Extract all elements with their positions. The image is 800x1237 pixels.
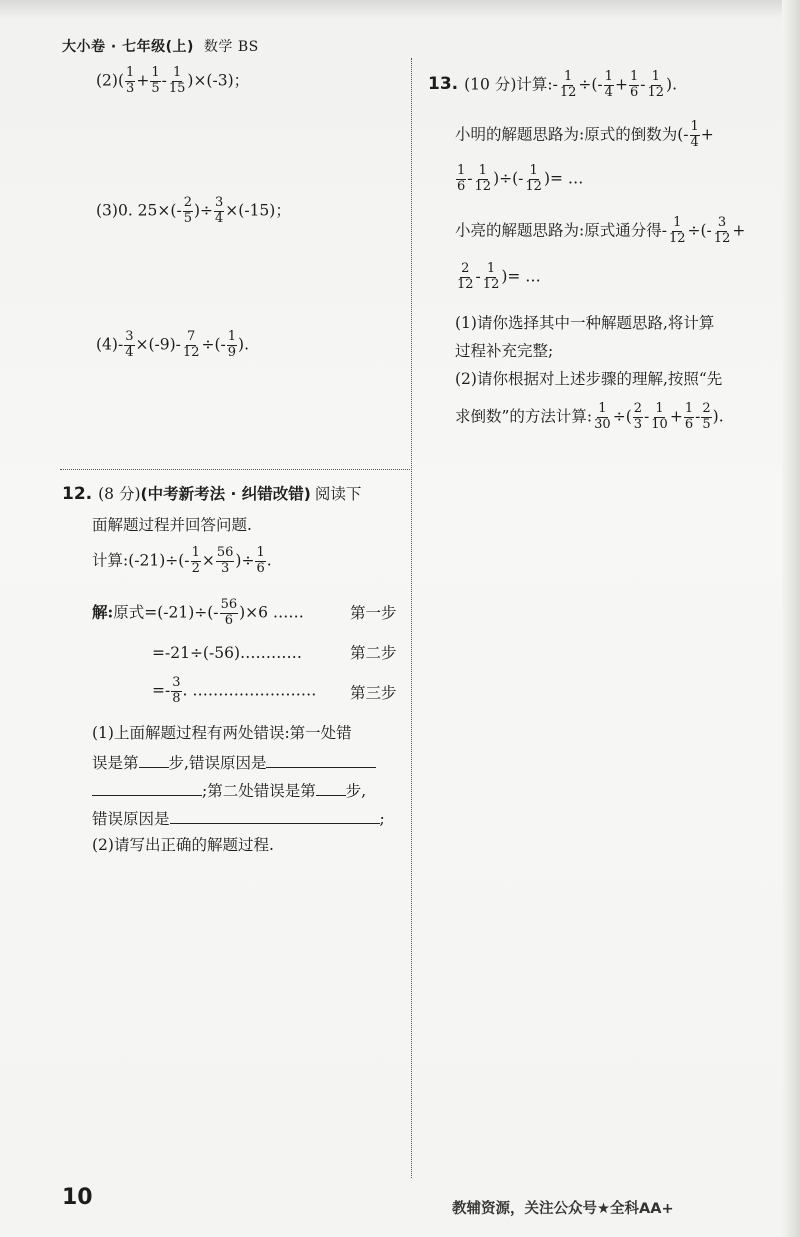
running-header — [62, 36, 259, 56]
fraction — [524, 164, 543, 195]
text-segment: )= … — [543, 169, 584, 188]
fraction — [124, 330, 134, 361]
numerator: 1 — [457, 163, 466, 178]
denominator: 12 — [482, 276, 500, 292]
numerator: 1 — [651, 69, 660, 84]
numerator: 1 — [690, 119, 699, 134]
numerator: 2 — [461, 261, 470, 276]
text-segment: ;第二处错误是第 — [202, 782, 316, 800]
numerator: 1 — [598, 401, 607, 416]
fraction — [604, 70, 614, 101]
fraction — [713, 216, 732, 247]
denominator: 12 — [182, 344, 200, 360]
question-13-part-2-line-2 — [455, 402, 724, 433]
fraction — [216, 546, 235, 577]
xiaoliang-approach-line-2 — [455, 262, 541, 293]
question-number: 12. — [62, 484, 93, 504]
numerator: 2 — [183, 195, 192, 210]
denominator: 6 — [629, 84, 639, 100]
fraction — [646, 70, 665, 101]
denominator: 4 — [690, 134, 699, 150]
text-segment: ). — [666, 75, 678, 94]
text-segment: ( — [117, 71, 125, 90]
text-segment: )÷ — [193, 201, 214, 220]
text-segment: (2)请写出正确的解题过程. — [92, 836, 274, 854]
text-segment: ×(-15)； — [225, 201, 291, 220]
xiaoming-approach-line-2 — [455, 164, 583, 195]
section-divider — [60, 469, 410, 470]
text-segment: 错误原因是 — [92, 810, 170, 828]
text-segment: )= … — [501, 267, 541, 286]
numerator: 1 — [151, 65, 160, 80]
numerator: 1 — [256, 545, 265, 560]
denominator: 4 — [125, 344, 134, 360]
fraction — [456, 262, 475, 293]
text-segment: ÷( — [612, 407, 632, 426]
text-segment: 小明的解题思路为:原式的倒数为(- — [455, 125, 689, 144]
text-segment: × — [201, 551, 215, 570]
text-segment: + — [614, 75, 628, 94]
text-segment: 计算:(-21)÷(- — [92, 551, 190, 570]
text-segment: =-21÷(-56)………… — [152, 644, 302, 662]
fraction — [456, 164, 466, 195]
fraction — [220, 598, 239, 629]
fraction — [150, 66, 160, 97]
question-12-part-2 — [92, 838, 274, 854]
denominator: 5 — [702, 416, 711, 432]
question-tag: (中考新考法 · 纠错改错) — [140, 485, 311, 503]
text-segment: 过程补充完整; — [455, 342, 554, 360]
fraction — [191, 546, 201, 577]
question-12-intro — [92, 518, 252, 534]
numerator: 1 — [478, 163, 487, 178]
text-segment: 步, — [345, 782, 367, 800]
xiaoming-approach-line-1 — [455, 120, 714, 151]
numerator: 1 — [486, 261, 496, 276]
answer-blank[interactable] — [266, 754, 376, 768]
fraction — [183, 196, 193, 227]
numerator: 56 — [216, 545, 234, 560]
text-segment: )×6 …… — [239, 603, 304, 622]
fraction — [171, 676, 181, 707]
answer-blank[interactable] — [170, 810, 380, 824]
denominator: 15 — [168, 80, 186, 96]
text-segment: 误是第 — [92, 754, 139, 772]
text-segment: ×(-9)- — [135, 335, 181, 354]
text-segment: )×(-3)； — [187, 71, 250, 90]
text-segment: (10 分) — [464, 75, 517, 94]
question-12-part-1-line-1 — [92, 726, 352, 742]
denominator: 12 — [457, 276, 474, 292]
denominator: 4 — [215, 210, 224, 226]
text-segment: ). — [712, 407, 724, 426]
numerator: 3 — [717, 215, 727, 230]
question-12-expression — [92, 546, 272, 577]
fraction — [168, 66, 187, 97]
denominator: 3 — [633, 416, 643, 432]
text-segment: + — [669, 407, 683, 426]
denominator: 4 — [604, 84, 613, 100]
numerator: 3 — [215, 195, 224, 210]
text-segment: ÷(- — [687, 221, 712, 240]
question-12-part-1-line-4 — [92, 810, 385, 828]
page-number: 10 — [62, 1185, 93, 1210]
numerator: 1 — [172, 65, 182, 80]
denominator: 6 — [684, 416, 694, 432]
denominator: 12 — [525, 178, 542, 194]
text-segment: 小亮的解题思路为:原式通分得- — [455, 221, 667, 240]
page-edge-shadow-right — [782, 0, 800, 1237]
text-segment: (2) — [96, 71, 118, 90]
text-segment: 步,错误原因是 — [168, 754, 267, 772]
denominator: 12 — [668, 230, 686, 246]
text-segment: (1)请你选择其中一种解题思路,将计算 — [455, 314, 715, 332]
step-label: 第二步 — [350, 644, 397, 662]
denominator: 12 — [559, 84, 577, 100]
answer-blank[interactable] — [92, 782, 202, 796]
question-12-part-1-line-3 — [92, 782, 366, 800]
solution-step-3 — [152, 676, 410, 707]
book-title: 大小卷 · 七年级(上) — [62, 39, 194, 55]
denominator: 12 — [647, 84, 665, 100]
text-segment: (4) — [96, 335, 118, 354]
numerator: 1 — [191, 545, 200, 560]
page-edge-shadow — [0, 0, 800, 18]
question-12-heading — [62, 486, 361, 503]
fraction — [650, 402, 669, 433]
text-segment: - — [467, 169, 473, 188]
fraction — [633, 402, 643, 433]
text-segment: 面解题过程并回答问题. — [92, 516, 252, 534]
solution-step-1 — [92, 598, 410, 629]
text-segment: 求倒数”的方法计算: — [455, 407, 593, 426]
denominator: 30 — [594, 416, 611, 432]
text-segment: . …………………… — [182, 681, 317, 700]
denominator: 5 — [151, 80, 160, 96]
text-segment: - — [161, 71, 167, 90]
answer-blank[interactable] — [139, 754, 169, 768]
text-segment: + — [136, 71, 150, 90]
fraction — [125, 66, 135, 97]
text-segment: 阅读下 — [314, 485, 362, 503]
text-segment: 0. 25×(- — [117, 201, 182, 220]
fraction — [255, 546, 265, 577]
xiaoliang-approach-line-1 — [455, 216, 745, 247]
text-segment: - — [640, 75, 646, 94]
fraction — [684, 402, 694, 433]
subject-label: 数学 BS — [203, 39, 259, 55]
answer-blank[interactable] — [316, 782, 346, 796]
numerator: 1 — [629, 69, 639, 84]
text-segment: 原式=(-21)÷(- — [113, 603, 219, 622]
text-segment: + — [732, 221, 746, 240]
fraction — [559, 70, 578, 101]
denominator: 3 — [126, 80, 135, 96]
numerator: 1 — [655, 401, 664, 416]
problem-11-part-2 — [96, 66, 249, 97]
text-segment: (3) — [96, 201, 118, 220]
question-13-part-1-line-2 — [455, 344, 553, 360]
numerator: 1 — [673, 215, 682, 230]
fraction — [701, 402, 711, 433]
step-label: 第一步 — [350, 604, 397, 622]
question-13-part-2-line-1 — [455, 372, 722, 388]
text-segment: 解: — [92, 602, 114, 622]
denominator: 8 — [172, 690, 181, 706]
numerator: 1 — [604, 69, 613, 84]
denominator: 6 — [457, 178, 466, 194]
fraction — [690, 120, 700, 151]
numerator: 7 — [187, 329, 196, 344]
text-segment: ; — [379, 810, 385, 828]
text-segment: (8 分) — [98, 485, 141, 503]
problem-11-part-4 — [96, 330, 249, 361]
denominator: 12 — [474, 178, 492, 194]
text-segment: )÷(- — [493, 169, 524, 188]
column-divider — [411, 58, 412, 1178]
denominator: 3 — [220, 560, 230, 576]
text-segment: - — [695, 407, 701, 426]
problem-11-part-3 — [96, 196, 291, 227]
fraction — [629, 70, 639, 101]
question-13-heading — [428, 70, 677, 101]
numerator: 3 — [125, 329, 134, 344]
text-segment: - — [475, 267, 481, 286]
denominator: 2 — [191, 560, 200, 576]
text-segment: (2)请你根据对上述步骤的理解,按照“先 — [455, 370, 723, 388]
fraction — [474, 164, 493, 195]
text-segment: ÷(- — [201, 335, 226, 354]
text-segment: 计算:- — [516, 75, 558, 94]
denominator: 10 — [651, 416, 668, 432]
text-segment: - — [117, 335, 124, 354]
fraction — [482, 262, 501, 293]
numerator: 56 — [220, 597, 238, 612]
question-12-part-1-line-2 — [92, 754, 376, 772]
question-13-part-1-line-1 — [455, 316, 714, 332]
text-segment: ÷(- — [578, 75, 603, 94]
question-number: 13. — [428, 74, 459, 95]
footer-note: 教辅资源，关注公众号★全科AA+ — [452, 1201, 674, 1217]
denominator: 12 — [713, 230, 731, 246]
denominator: 6 — [224, 612, 233, 628]
solution-step-2 — [152, 646, 410, 662]
numerator: 2 — [633, 401, 643, 416]
denominator: 9 — [227, 344, 237, 360]
text-segment: )÷ — [235, 551, 255, 570]
text-segment: + — [700, 125, 714, 144]
numerator: 2 — [702, 401, 711, 416]
text-segment: (1)上面解题过程有两处错误:第一处错 — [92, 724, 352, 742]
text-segment: ). — [238, 335, 250, 354]
fraction — [214, 196, 224, 227]
numerator: 1 — [126, 65, 135, 80]
denominator: 5 — [183, 210, 192, 226]
step-label: 第三步 — [350, 684, 397, 702]
text-segment: . — [266, 551, 272, 570]
denominator: 6 — [256, 560, 265, 576]
numerator: 1 — [563, 69, 573, 84]
numerator: 1 — [529, 163, 538, 178]
fraction — [227, 330, 237, 361]
fraction — [182, 330, 201, 361]
fraction — [668, 216, 687, 247]
text-segment: - — [644, 407, 650, 426]
text-segment: =- — [152, 681, 171, 700]
numerator: 1 — [227, 329, 237, 344]
numerator: 1 — [684, 401, 694, 416]
numerator: 3 — [172, 675, 181, 690]
fraction — [593, 402, 612, 433]
